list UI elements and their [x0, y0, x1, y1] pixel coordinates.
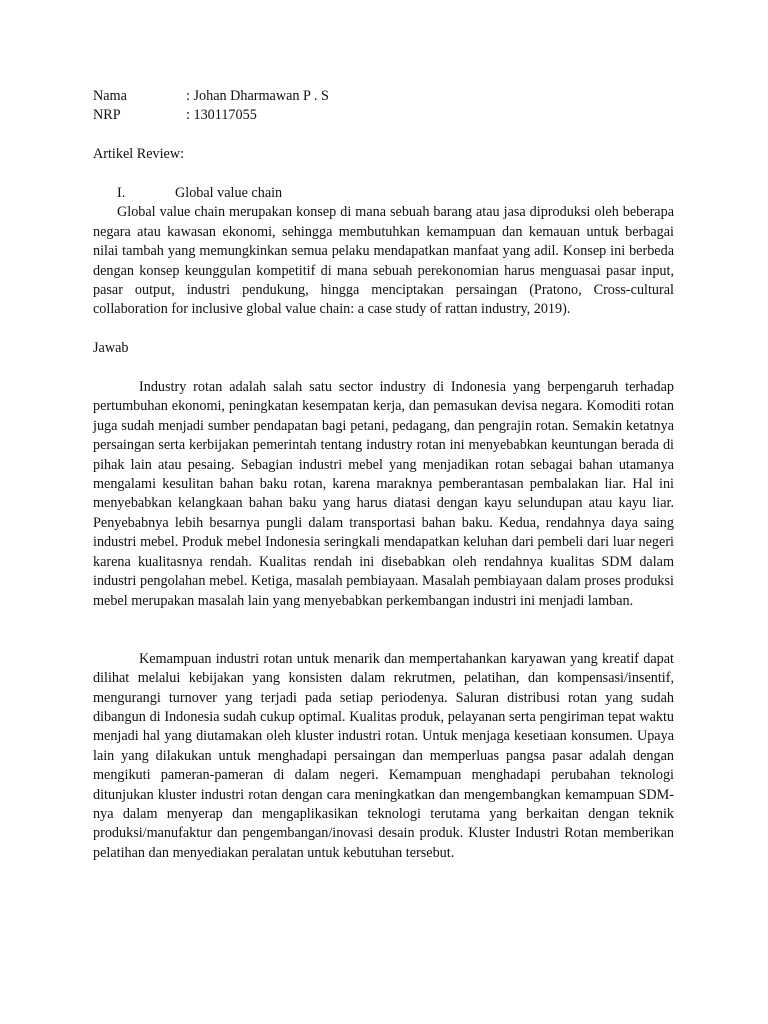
name-value: : Johan Dharmawan P . S	[186, 88, 329, 104]
section-paragraph: Global value chain merupakan konsep di mana sebuah barang atau jasa diproduksi oleh beberapa negara atau kawasan ekonomi, sehingga membutuhkan kemampuan dan kemauan untuk berbagai nilai tambah yang memungkinkan semua pelaku mendapatkan manfaat yang adil. Konsep ini berbeda dengan konsep keunggulan kompetitif di mana sebuah perekonomian harus menguasai pasar input, pasar output, industri pendukung, hingga menciptakan persaingan (Pratono, Cross-cultural collaboration for inclusive global value chain: a case study of rattan industry, 2019).	[93, 204, 674, 318]
section-number: I.	[117, 185, 126, 201]
name-row	[93, 87, 674, 106]
body-paragraph-2: Kemampuan industri rotan untuk menarik dan mempertahankan karyawan yang kreatif dapat dilihat melalui kebijakan yang konsisten dalam rekrutmen, pelatihan, dan kompensasi/insentif, mengurangi turnover yang terjadi pada setiap periodenya. Saluran distribusi rotan yang sudah dibangun di Indonesia sudah cukup optimal. Kualitas produk, pelayanan serta pengiriman tepat waktu menjadi hal yang diutamakan oleh kluster industri rotan. Untuk menjaga kesetiaan konsumen. Upaya lain yang dilakukan untuk menghadapi persaingan dan memperluas pangsa pasar adalah dengan mengikuti pameran-pameran di dalam negeri. Kemampuan menghadapi perubahan teknologi ditunjukan kluster industri rotan dengan cara meningkatkan dan mengembangkan kemampuan SDM-nya dalam menyerap dan mengaplikasikan teknologi terutama yang berkaitan dengan teknik produksi/manufaktur dan pengembangan/inovasi desain produk. Kluster Industri Rotan memberikan pelatihan dan menyediakan peralatan untuk kebutuhan tersebut.	[93, 650, 674, 861]
answer-label: Jawab	[93, 340, 129, 357]
document-page	[93, 87, 674, 863]
section-title: Global value chain	[175, 185, 283, 201]
name-label: Nama	[93, 88, 127, 104]
section-heading	[93, 184, 674, 203]
nrp-value: : 130117055	[186, 107, 257, 124]
nrp-row	[93, 106, 674, 125]
body-paragraph-1: Industry rotan adalah salah satu sector industry di Indonesia yang berpengaruh terhadap pertumbuhan ekonomi, peningkatan kesempatan kerja, dan pemasukan devisa negara. Komoditi rotan juga sudah menjadi sumber pendapatan bagi petani, pedagang, dan pengrajin rotan. Semakin ketatnya persaingan serta kerbijakan pemerintah tentang industry rotan ini menyebabkan keuntungan berada di pihak lain atau pesaing. Sebagian industri mebel yang menjadikan rotan sebagai bahan utamanya mengalami kesulitan bahan baku rotan, karena maraknya pemberantasan pembalakan liar. Hal ini menyebabkan kelangkaan bahan baku yang harus diatasi dengan kayu selundupan atau kayu liar. Penyebabnya lebih besarnya pungli dalam transportasi bahan baku. Kedua, rendahnya daya saing industri mebel. Produk mebel Indonesia seringkali mendapatkan keluhan dari pembeli dari luar negeri karena kualitasnya rendah. Kualitas rendah ini disebabkan oleh rendahnya kualitas SDM dalam industri pengolahan mebel. Ketiga, masalah pembiayaan. Masalah pembiayaan dalam proses produksi mebel merupakan masalah lain yang menyebabkan perkembangan industri ini menjadi lamban.	[93, 379, 674, 609]
nrp-label: NRP	[93, 107, 121, 124]
document-title: Artikel Review:	[93, 146, 185, 163]
